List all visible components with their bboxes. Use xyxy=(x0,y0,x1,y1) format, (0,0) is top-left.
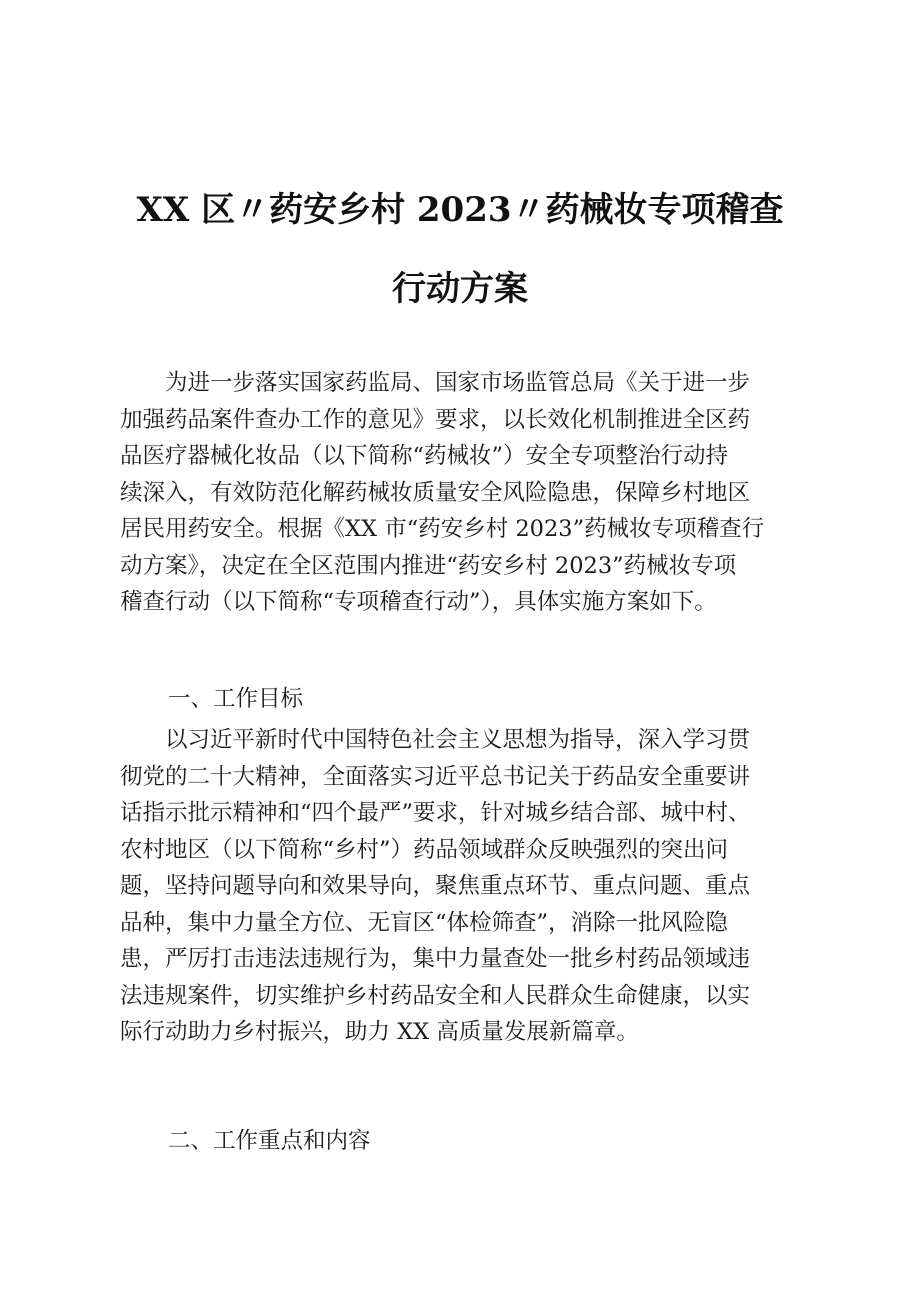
intro-line: 居民用药安全。根据《XX 市“药安乡村 2023”药械妆专项稽查行 xyxy=(120,516,765,542)
goals-line: 彻党的二十大精神，全面落实习近平总书记关于药品安全重要讲 xyxy=(120,763,751,790)
goals-line: 话指示批示精神和“四个最严”要求，针对城乡结合部、城中村、 xyxy=(120,800,751,826)
section-heading-focus: 二、工作重点和内容 xyxy=(168,1128,371,1154)
intro-line: 续深入，有效防范化解药械妆质量安全风险隐患，保障乡村地区 xyxy=(120,479,751,506)
intro-line: 加强药品案件查办工作的意见》要求，以长效化机制推进全区药 xyxy=(120,406,751,433)
document-title-line2: 行动方案 xyxy=(392,269,528,309)
goals-line: 题，坚持问题导向和效果导向，聚焦重点环节、重点问题、重点 xyxy=(120,873,751,899)
intro-line: 动方案》，决定在全区范围内推进“药安乡村 2023”药械妆专项 xyxy=(120,552,737,579)
intro-paragraph xyxy=(120,365,800,621)
goals-line: 际行动助力乡村振兴，助力 XX 高质量发展新篇章。 xyxy=(120,1019,639,1045)
goals-line: 患，严厉打击违法违规行为，集中力量查处一批乡村药品领域违 xyxy=(120,946,751,972)
goals-line: 以习近平新时代中国特色社会主义思想为指导，深入学习贯 xyxy=(120,727,751,753)
section-heading-goals: 一、工作目标 xyxy=(168,686,304,712)
goals-paragraph xyxy=(120,722,800,1051)
intro-line: 稽查行动（以下简称“专项稽查行动”），具体实施方案如下。 xyxy=(120,589,717,615)
document-title-line1: XX 区〃药安乡村 2023〃药械妆专项稽查 xyxy=(136,190,784,230)
intro-line: 品医疗器械化妆品（以下简称“药械妆”）安全专项整治行动持 xyxy=(120,443,729,469)
intro-line: 为进一步落实国家药监局、国家市场监管总局《关于进一步 xyxy=(120,370,751,396)
goals-line: 品种，集中力量全方位、无盲区“体检筛查”，消除一批风险隐 xyxy=(120,909,729,936)
goals-line: 法违规案件，切实维护乡村药品安全和人民群众生命健康，以实 xyxy=(120,982,751,1009)
goals-line: 农村地区（以下简称“乡村”）药品领域群众反映强烈的突出问 xyxy=(120,836,729,863)
